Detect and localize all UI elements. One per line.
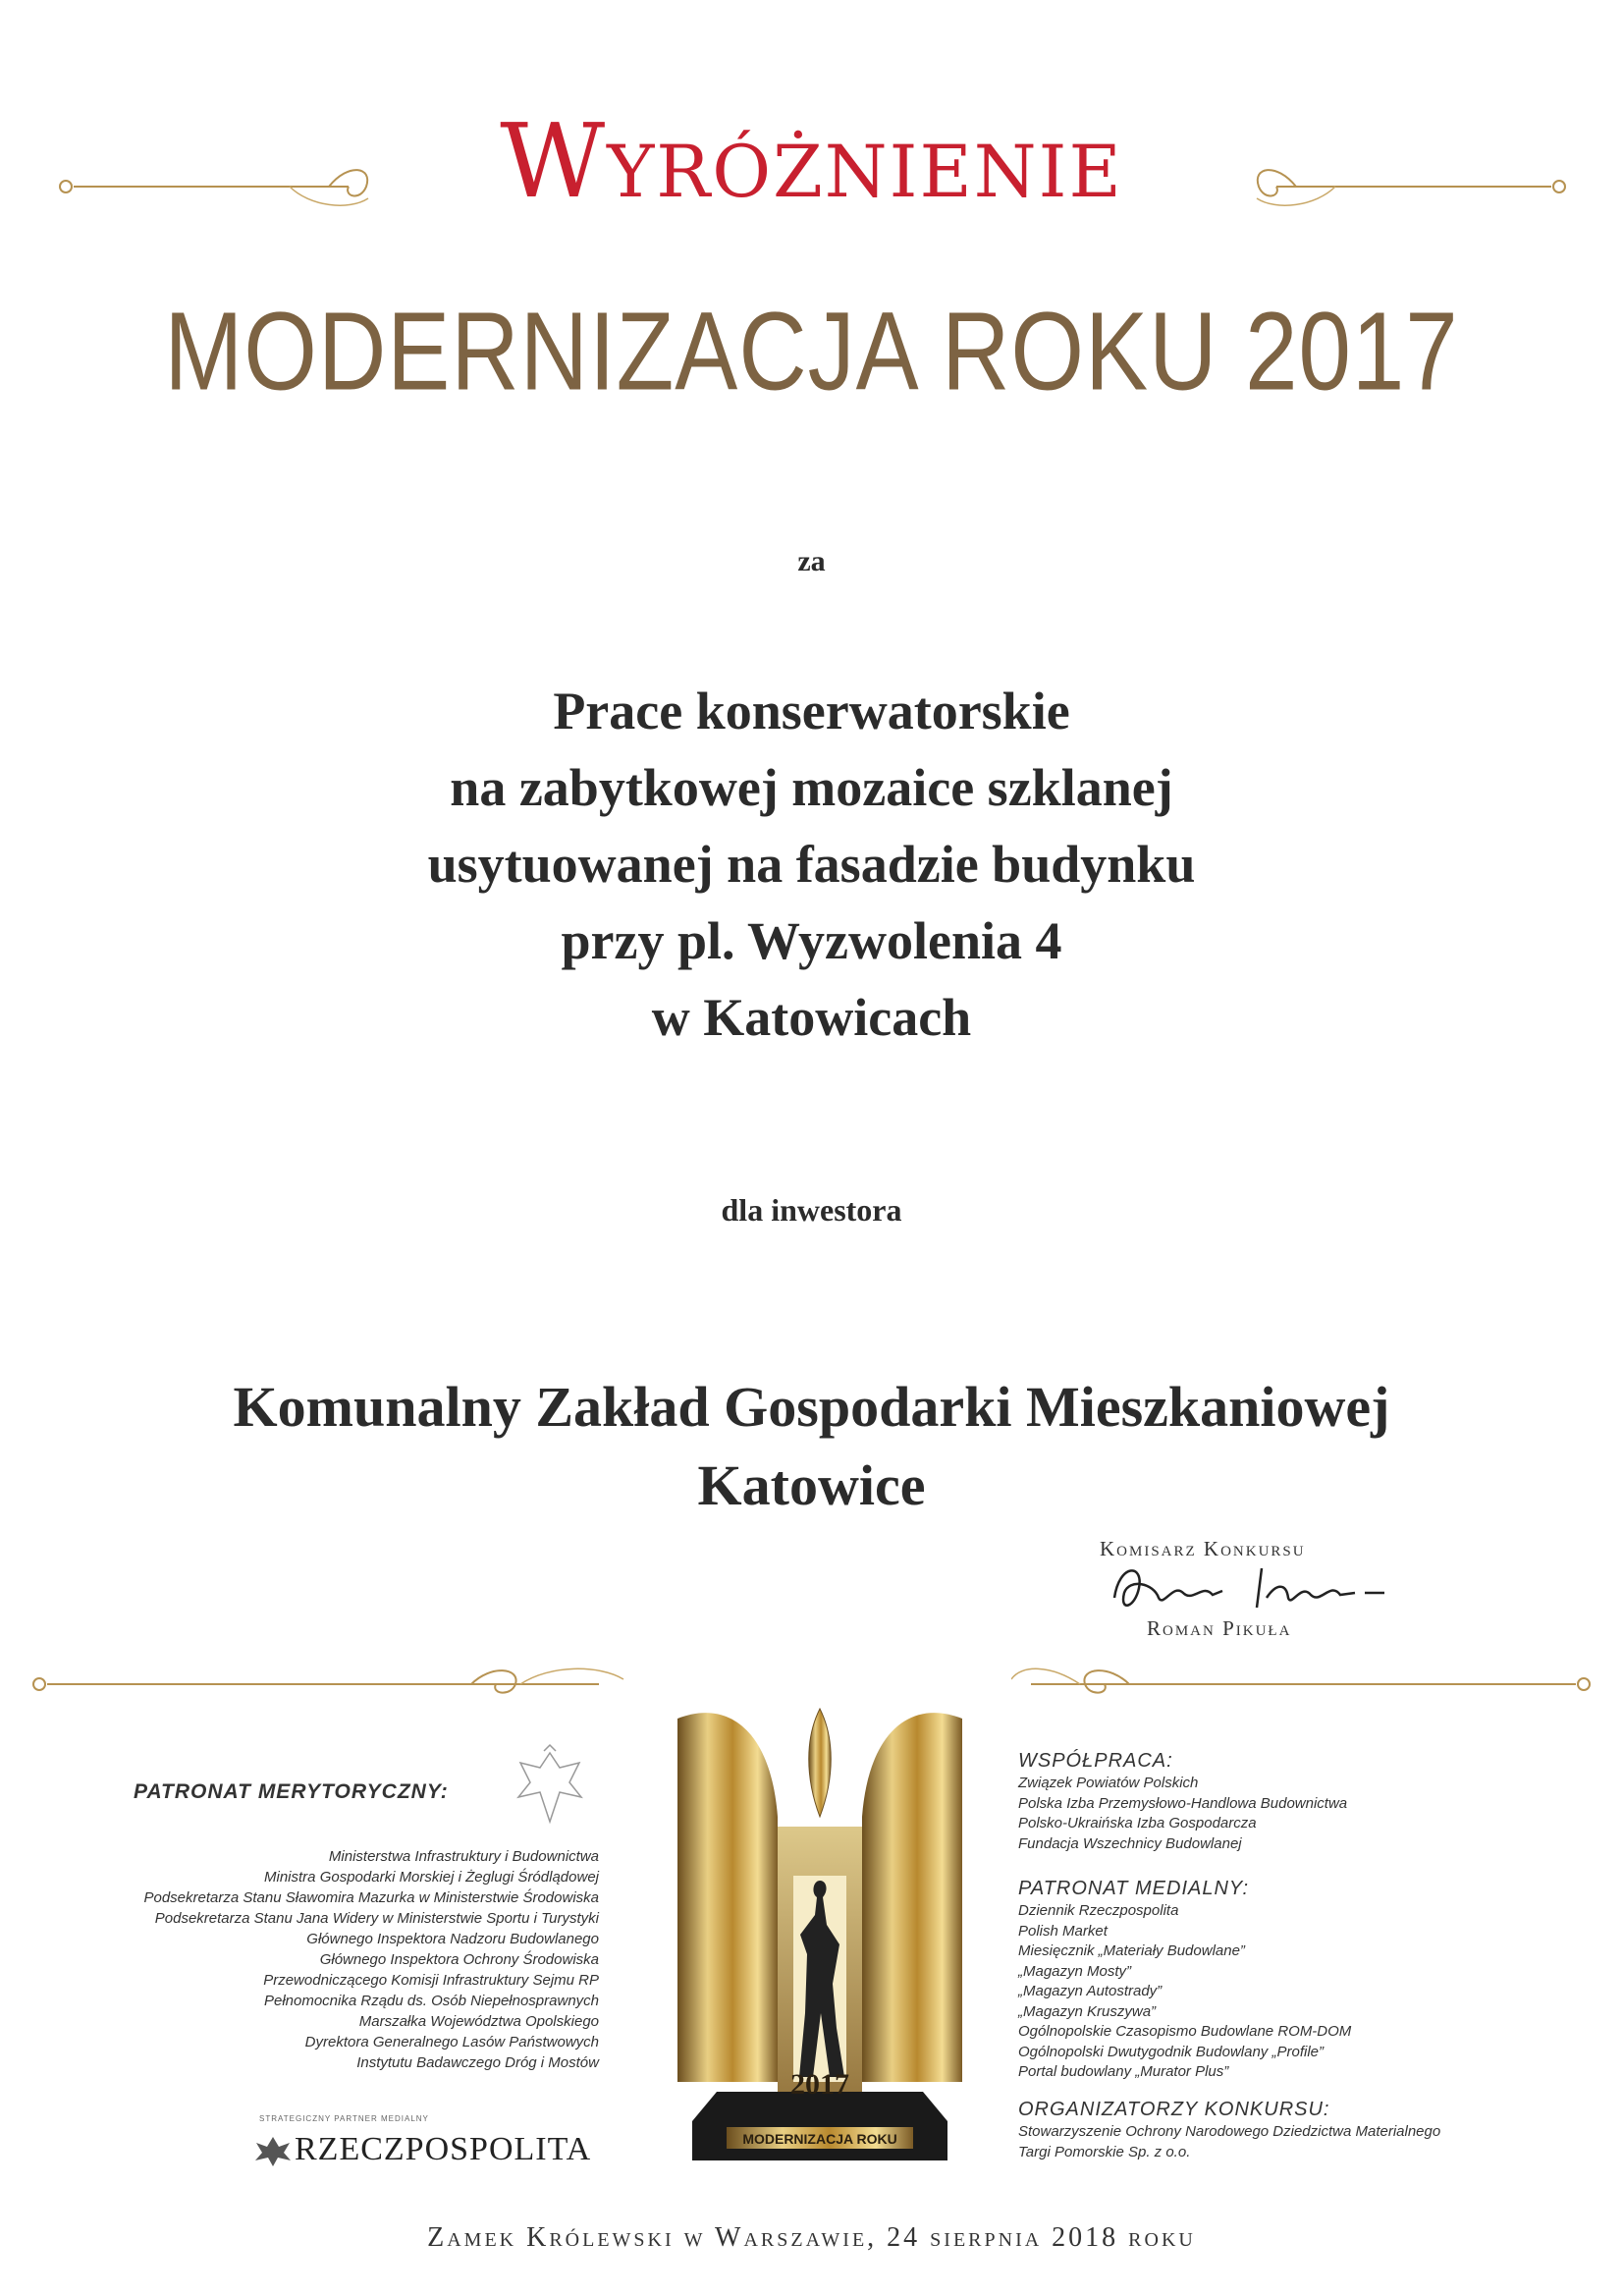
list-item: „Magazyn Autostrady”: [1018, 1983, 1163, 1999]
rzeczpospolita-eagle-icon: [253, 2133, 293, 2168]
for-label: za: [797, 545, 826, 577]
investor-label: dla inwestora: [721, 1192, 902, 1228]
list-item: Ministerstwa Infrastruktury i Budownictwa: [328, 1848, 599, 1865]
list-item: Związek Powiatów Polskich: [1018, 1775, 1199, 1791]
list-item: Ogólnopolskie Czasopismo Budowlane ROM-DOM: [1018, 2023, 1352, 2040]
list-item: Polish Market: [1018, 1922, 1108, 1940]
commissioner-name: Roman Pikuła: [1147, 1616, 1292, 1640]
list-item: Stowarzyszenie Ochrony Narodowego Dziedzictwa Materialnego: [1018, 2123, 1441, 2140]
ornament-right-icon: [1011, 1660, 1600, 1709]
investor-name: [0, 1368, 1623, 1525]
trophy-plate: MODERNIZACJA ROKU: [742, 2131, 897, 2147]
trophy-image: [668, 1689, 972, 2180]
list-item: Głównego Inspektora Nadzoru Budowlanego: [306, 1931, 599, 1947]
patronage-list: [49, 1846, 599, 2073]
organizers-section: [1018, 2097, 1440, 2162]
organizers-heading: ORGANIZATORZY KONKURSU:: [1018, 2099, 1330, 2120]
subject-line: w Katowicach: [651, 988, 972, 1047]
subject-line: usytuowanej na fasadzie budynku: [427, 835, 1196, 894]
list-item: Podsekretarza Stanu Jana Widery w Ministerstwie Sportu i Turystyki: [154, 1910, 599, 1927]
list-item: Instytutu Badawczego Dróg i Mostów: [356, 2054, 599, 2071]
list-item: Miesięcznik „Materiały Budowlane”: [1018, 1942, 1245, 1959]
list-item: Ogólnopolski Dwutygodnik Budowlany „Profile”: [1018, 2043, 1324, 2060]
list-item: Pełnomocnika Rządu ds. Osób Niepełnosprawnych: [263, 1993, 599, 2009]
ornament-left-icon: [54, 157, 378, 216]
media-patronage-heading: PATRONAT MEDIALNY:: [1018, 1878, 1250, 1899]
footer-place-date: Zamek Królewski w Warszawie, 24 sierpnia 2018 roku: [427, 2222, 1196, 2253]
list-item: Portal budowlany „Murator Plus”: [1018, 2063, 1229, 2080]
list-item: Polska Izba Przemysłowo-Handlowa Budownictwa: [1018, 1794, 1348, 1812]
list-item: Targi Pomorskie Sp. z o.o.: [1018, 2143, 1191, 2160]
award-title: Wyróżnienie: [500, 101, 1123, 221]
signature-icon: [1100, 1554, 1394, 1622]
cooperation-heading: WSPÓŁPRACA:: [1018, 1750, 1173, 1772]
list-item: Przewodniczącego Komisji Infrastruktury Sejmu RP: [263, 1972, 599, 1989]
patronage-heading: PATRONAT MERYTORYCZNY:: [134, 1780, 449, 1803]
award-subject: [0, 673, 1623, 1056]
subject-line: przy pl. Wyzwolenia 4: [561, 911, 1062, 970]
list-item: Podsekretarza Stanu Sławomira Mazurka w Ministerstwie Środowiska: [143, 1889, 599, 1906]
strategic-partner-label: STRATEGICZNY PARTNER MEDIALNY: [259, 2114, 429, 2123]
investor-line: Komunalny Zakład Gospodarki Mieszkaniowej: [233, 1375, 1390, 1439]
commissioner-role: Komisarz Konkursu: [1100, 1537, 1306, 1560]
media-patronage-section: [1018, 1876, 1351, 2083]
list-item: Marszałka Województwa Opolskiego: [358, 2013, 599, 2030]
list-item: Dyrektora Generalnego Lasów Państwowych: [304, 2034, 599, 2050]
trophy-year: 2017: [790, 2068, 849, 2101]
competition-title: MODERNIZACJA ROKU 2017: [164, 289, 1459, 414]
list-item: Polsko-Ukraińska Izba Gospodarcza: [1018, 1815, 1257, 1831]
ornament-right-icon: [1247, 157, 1571, 216]
subject-line: Prace konserwatorskie: [553, 682, 1070, 740]
list-item: Głównego Inspektora Ochrony Środowiska: [319, 1951, 599, 1968]
list-item: „Magazyn Mosty”: [1018, 1962, 1132, 1980]
rzeczpospolita-logo: RZECZPOSPOLITA: [295, 2131, 592, 2167]
cooperation-section: [1018, 1748, 1347, 1854]
list-item: Fundacja Wszechnicy Budowlanej: [1018, 1834, 1242, 1852]
ornament-left-icon: [29, 1660, 638, 1709]
list-item: Ministra Gospodarki Morskiej i Żeglugi Śródlądowej: [264, 1869, 599, 1886]
list-item: „Magazyn Kruszywa”: [1018, 2002, 1157, 2020]
list-item: Dziennik Rzeczpospolita: [1018, 1902, 1179, 1919]
eagle-emblem-icon: [511, 1743, 589, 1831]
investor-line: Katowice: [697, 1453, 926, 1517]
subject-line: na zabytkowej mozaice szklanej: [450, 758, 1173, 817]
